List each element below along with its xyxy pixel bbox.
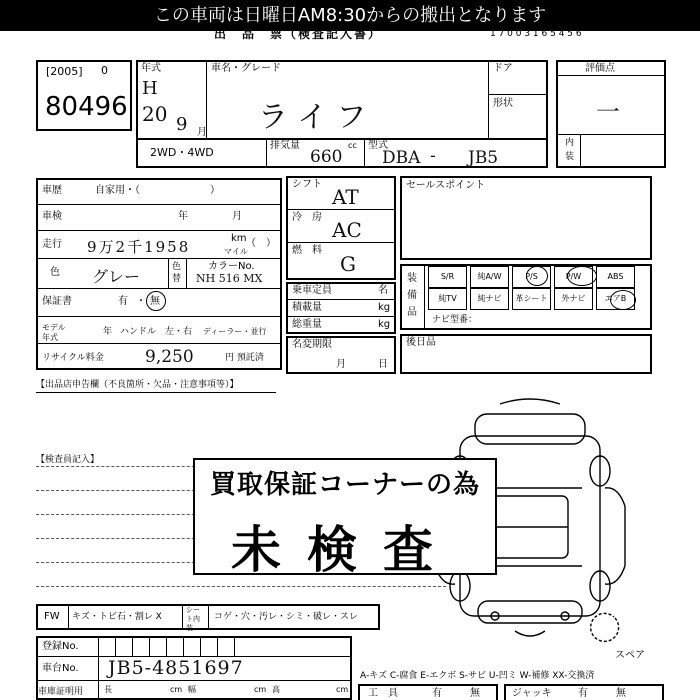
seat-label: シート内装 — [186, 606, 200, 632]
inspection-month: 月 — [232, 211, 242, 222]
after-parts-label: 後日品 — [406, 337, 436, 348]
cert-length-unit: cm — [170, 685, 183, 694]
chassis-label: 車台No. — [42, 663, 79, 674]
year-month-num: 9 — [176, 114, 188, 135]
lot-suffix: 0 — [101, 64, 108, 77]
car-name-label: 車名・グレード — [211, 63, 281, 74]
equip-row1-option-4: ABS — [596, 266, 635, 288]
jack-label: ジャッキ — [512, 688, 552, 699]
weight-unit: kg — [378, 319, 391, 330]
model-prefix: DBA — [382, 148, 421, 168]
history-label: 車歴 — [42, 185, 62, 196]
model-dash: - — [430, 146, 436, 166]
shift-value: AT — [332, 185, 359, 209]
inspector-label: 【検査員記入】 — [36, 455, 100, 465]
load-unit: kg — [378, 302, 391, 313]
car-name: ライフ — [258, 100, 377, 135]
model-label: 型式 — [368, 140, 388, 151]
cert-height: 高 — [272, 685, 280, 694]
recycle-unit: 円 預託済 — [225, 353, 264, 363]
mileage-label: 走行 — [42, 239, 62, 250]
capacity-unit: 名 — [378, 285, 388, 296]
cert-length: 長 — [104, 685, 112, 694]
stamp-line-2: 未検査 — [231, 520, 459, 579]
damage-legend: A-キズ C-腐食 E-エクボ S-サビ U-凹ミ W-補修 XX-交換済 — [360, 671, 595, 681]
door-label: ドア — [493, 63, 513, 74]
sales-points-label: セールスポイント — [406, 180, 486, 191]
fuel-value: G — [340, 252, 356, 276]
displacement-label: 排気量 — [270, 140, 300, 151]
model-year-year: 年 — [103, 327, 113, 337]
jack-no: 無 — [616, 688, 626, 699]
pw-circle — [567, 266, 597, 286]
not-inspected-stamp — [193, 458, 497, 579]
equip-row1-option-2: P/S — [512, 266, 551, 288]
fuel-label: 燃 料 — [292, 245, 322, 256]
dealer-import: ディーラー・並行 — [203, 327, 267, 336]
pickup-notice-banner: この車両は日曜日AM8:30からの搬出となります — [0, 0, 700, 31]
equip-row1-option-0: S/R — [428, 266, 467, 288]
aircon-label: 冷 房 — [292, 212, 322, 223]
name-change-day: 日 — [378, 359, 388, 370]
stamp-line-1: 買取保証コーナーの為 — [209, 470, 480, 500]
cert-width-unit: cm — [254, 685, 267, 694]
recycle-value: 9,250 — [145, 347, 194, 367]
equip-row2-option-4: エアB — [596, 288, 635, 310]
equip-row2-option-3: 外ナビ — [554, 288, 593, 310]
mileage-paren: （ ） — [246, 238, 276, 249]
color-label: 色 — [50, 267, 60, 278]
year-value: 20 — [142, 102, 168, 126]
history-value: 自家用・（ ） — [95, 185, 220, 196]
displacement-value: 660 — [310, 147, 343, 167]
remarks-label: 【出品店申告欄（不良箇所・欠品・注意事項等）】 — [36, 380, 239, 390]
lot-number: 80496 — [45, 92, 128, 122]
equip-row2-option-2: 革シート — [512, 288, 551, 310]
aircon-value: AC — [332, 218, 362, 242]
after-parts-box — [400, 334, 652, 374]
mileage-unit-mile: マイル — [224, 247, 248, 256]
capacity-label: 乗車定員 — [292, 285, 332, 296]
drive-options: 2WD・4WD — [150, 146, 214, 159]
registration-label: 登録No. — [42, 641, 79, 652]
barcode-digits: 1 7 0 0 3 1 6 5 4 5 6 — [490, 29, 582, 39]
fw-legend: キズ・トビ石・割レ X — [72, 612, 162, 622]
equip-row2-option-0: 純TV — [428, 288, 467, 310]
navi-model-label: ナビ型番： — [432, 315, 478, 325]
warranty-yes: 有 — [118, 296, 128, 307]
airbag-circle — [610, 290, 636, 310]
mileage-value: 9万2千1958 — [87, 238, 191, 256]
inspection-year: 年 — [178, 211, 188, 222]
score-label: 評価点 — [585, 63, 615, 74]
equipment-label: 装備品 — [407, 273, 417, 318]
fw-label: FW — [44, 611, 60, 622]
inspection-label: 車検 — [42, 211, 62, 222]
seat-legend: コゲ・穴・汚レ・シミ・破レ・スレ — [214, 612, 359, 622]
shift-label: シフト — [292, 179, 322, 190]
warranty-no: 無 — [150, 296, 160, 307]
tools-label: 工 具 — [368, 688, 398, 699]
load-label: 積載量 — [292, 302, 322, 313]
weight-label: 総重量 — [292, 319, 322, 330]
tools-no: 無 — [470, 688, 480, 699]
name-change-label: 名変期限 — [292, 339, 332, 350]
color-code: NH 516 MX — [196, 272, 263, 285]
sheet-title: 出 品 票（検査記入書） — [214, 27, 383, 41]
name-change-month: 月 — [336, 359, 346, 370]
displacement-unit: cc — [348, 141, 357, 150]
tools-yes: 有 — [432, 688, 442, 699]
color-value: グレー — [92, 267, 141, 286]
year-month-label: 月 — [197, 127, 207, 138]
recycle-label: リサイクル料金 — [42, 353, 104, 363]
jack-yes: 有 — [578, 688, 588, 699]
cert-width: 幅 — [188, 685, 196, 694]
equip-row1-option-1: 純A/W — [470, 266, 509, 288]
chassis-value: JB5-4851697 — [108, 657, 244, 679]
cert-label: 車庫証明用 — [38, 687, 84, 697]
year-era: H — [142, 78, 158, 99]
shape-label: 形状 — [493, 98, 513, 109]
mileage-unit-km: km — [231, 233, 247, 244]
model-code: JB5 — [468, 148, 499, 168]
ps-circle — [526, 266, 548, 286]
interior-score-label: 内装 — [565, 138, 575, 162]
spare-label: スペア — [615, 650, 645, 661]
equip-row2-option-1: 純ナビ — [470, 288, 509, 310]
warranty-no-circle — [146, 291, 166, 311]
color-code-label: カラーNo. — [208, 261, 255, 272]
cert-height-unit: cm — [336, 685, 349, 694]
equip-row1-option-3: P/W — [554, 266, 593, 288]
model-year-label: モデル年式 — [42, 323, 66, 342]
warranty-label: 保証書 — [42, 296, 72, 307]
score-value: 一 — [596, 98, 620, 126]
handle-side: ハンドル 左・右 — [120, 327, 193, 337]
year-label: 年式 — [141, 63, 161, 74]
color-changed-label: 色替 — [172, 262, 182, 284]
lot-year-tag: [2005] — [46, 65, 83, 78]
